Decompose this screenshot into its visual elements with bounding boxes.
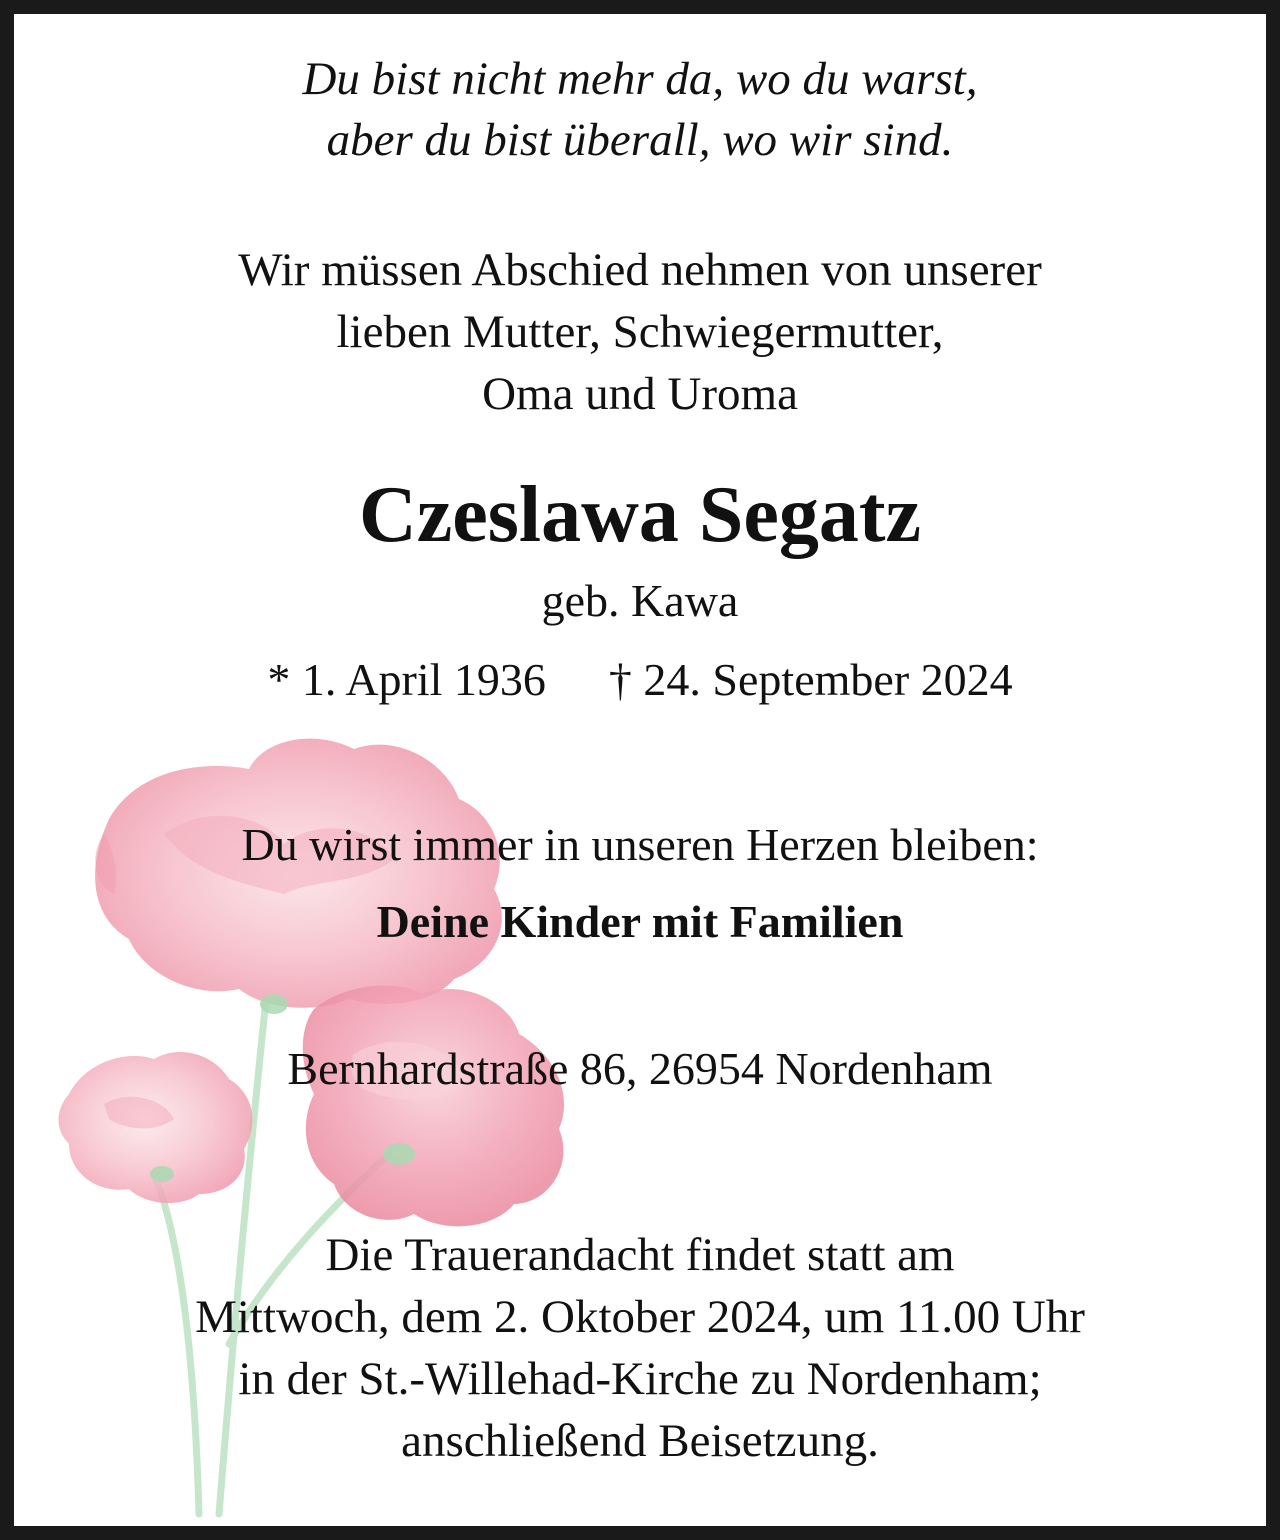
intro-line-1: Wir müssen Abschied nehmen von unserer: [238, 244, 1042, 296]
signature-mourners: Deine Kinder mit Familien: [376, 896, 904, 947]
verse-line-2: aber du bist überall, wo wir sind.: [326, 114, 954, 166]
service-line-2: Mittwoch, dem 2. Oktober 2024, um 11.00 Uhr: [195, 1291, 1085, 1343]
middle-poppy: [303, 986, 564, 1227]
intro-line-3: Oma und Uroma: [482, 368, 798, 420]
birth-date: * 1. April 1936: [267, 654, 546, 705]
service-line-4: anschließend Beisetzung.: [401, 1415, 879, 1467]
intro-line-2: lieben Mutter, Schwiegermutter,: [336, 306, 944, 358]
obituary-card: [14, 14, 1266, 1526]
address: Bernhardstraße 86, 26954 Nordenham: [287, 1043, 993, 1094]
deceased-name: Czeslawa Segatz: [358, 471, 922, 559]
life-dates: [14, 654, 1266, 705]
death-date: † 24. September 2024: [608, 654, 1013, 705]
verse-line-1: Du bist nicht mehr da, wo du warst,: [302, 53, 978, 105]
service-line-3: in der St.-Willehad-Kirche zu Nordenham;: [238, 1353, 1042, 1405]
service-line-1: Die Trauerandacht findet statt am: [325, 1229, 955, 1281]
large-poppy: [95, 739, 502, 1008]
closing-line: Du wirst immer in unseren Herzen bleiben:: [241, 819, 1039, 870]
maiden-name: geb. Kawa: [541, 575, 739, 626]
